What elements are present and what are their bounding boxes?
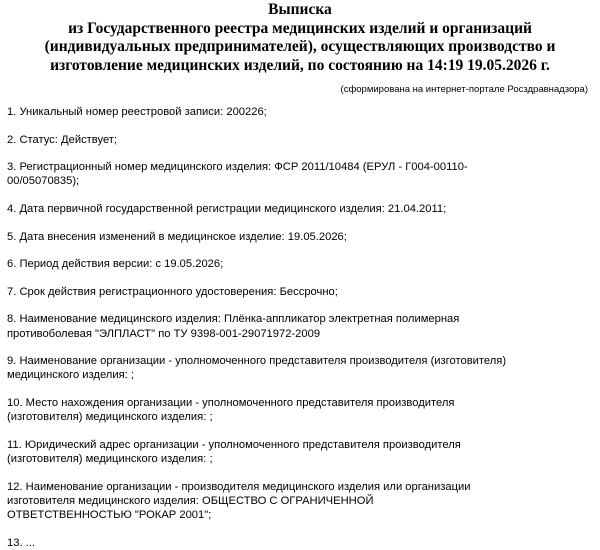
registry-item xyxy=(7,438,592,466)
registry-item-line: противоболевая "ЭЛПЛАСТ" по ТУ 9398-001-29071972-2009 xyxy=(7,327,321,340)
registry-item xyxy=(7,105,592,119)
registry-item-line: медицинского изделия: ; xyxy=(7,369,134,382)
registry-item-line: 6. Период действия версии: с 19.05.2026; xyxy=(7,258,224,271)
registry-items-list xyxy=(0,105,600,550)
document-title: Выписка xyxy=(268,1,332,18)
registry-item-line: (изготовителя) медицинского изделия: ; xyxy=(7,452,213,465)
registry-item-line: 2. Статус: Действует; xyxy=(7,133,118,146)
registry-item xyxy=(7,312,592,340)
registry-item-line: 5. Дата внесения изменений в медицинское изделие: 19.05.2026; xyxy=(7,230,347,243)
formed-note: (сформирована на интернет-портале Росздравнадзора) xyxy=(340,84,588,95)
document-subtitle-line-1: из Государственного реестра медицинских изделий и организаций xyxy=(68,19,532,37)
registry-item xyxy=(7,354,592,382)
registry-item-line: изготовителя медицинского изделия: ОБЩЕСТВО С ОГРАНИЧЕННОЙ xyxy=(7,494,374,507)
registry-item-line: 1. Уникальный номер реестровой записи: 200226; xyxy=(7,106,267,118)
registry-item xyxy=(7,230,592,244)
registry-item-line: (изготовителя) медицинского изделия: ; xyxy=(7,411,213,424)
registry-item-line: 12. Наименование организации - производителя медицинского изделия или организации xyxy=(7,480,471,493)
registry-item-line: 9. Наименование организации - уполномоченного представителя производителя (изготовителя) xyxy=(7,355,507,368)
registry-item-line: 3. Регистрационный номер медицинского изделия: ФСР 2011/10484 (ЕРУЛ - Г004-00110- xyxy=(7,161,468,174)
registry-item-line: 7. Срок действия регистрационного удостоверения: Бессрочно; xyxy=(7,285,338,298)
registry-item xyxy=(7,396,592,424)
document-subtitle-line-3: изготовление медицинских изделий, по состоянию на 14:19 19.05.2026 г. xyxy=(50,56,550,74)
registry-item-line: 4. Дата первичной государственной регистрации медицинского изделия: 21.04.2011; xyxy=(7,202,447,215)
document-header xyxy=(0,0,600,75)
registry-item-line: 11. Юридический адрес организации - уполномоченного представителя производителя xyxy=(7,438,461,451)
registry-item xyxy=(7,202,592,216)
registry-item xyxy=(7,257,592,271)
registry-item xyxy=(7,133,592,147)
document-subtitle-line-2: (индивидуальных предпринимателей), осуществляющих производство и xyxy=(44,38,556,55)
registry-item-cut-off: 13. ... xyxy=(7,536,35,549)
registry-item-line: 10. Место нахождения организации - уполномоченного представителя производителя xyxy=(7,396,455,409)
registry-item xyxy=(7,285,592,299)
registry-item xyxy=(7,480,592,523)
registry-item-line: ОТВЕТСТВЕННОСТЬЮ "РОКАР 2001"; xyxy=(7,508,212,521)
registry-item xyxy=(7,160,592,188)
registry-item-line: 00/05070835); xyxy=(7,175,80,188)
registry-item-line: 8. Наименование медицинского изделия: Плёнка-аппликатор электретная полимерная xyxy=(7,313,460,326)
